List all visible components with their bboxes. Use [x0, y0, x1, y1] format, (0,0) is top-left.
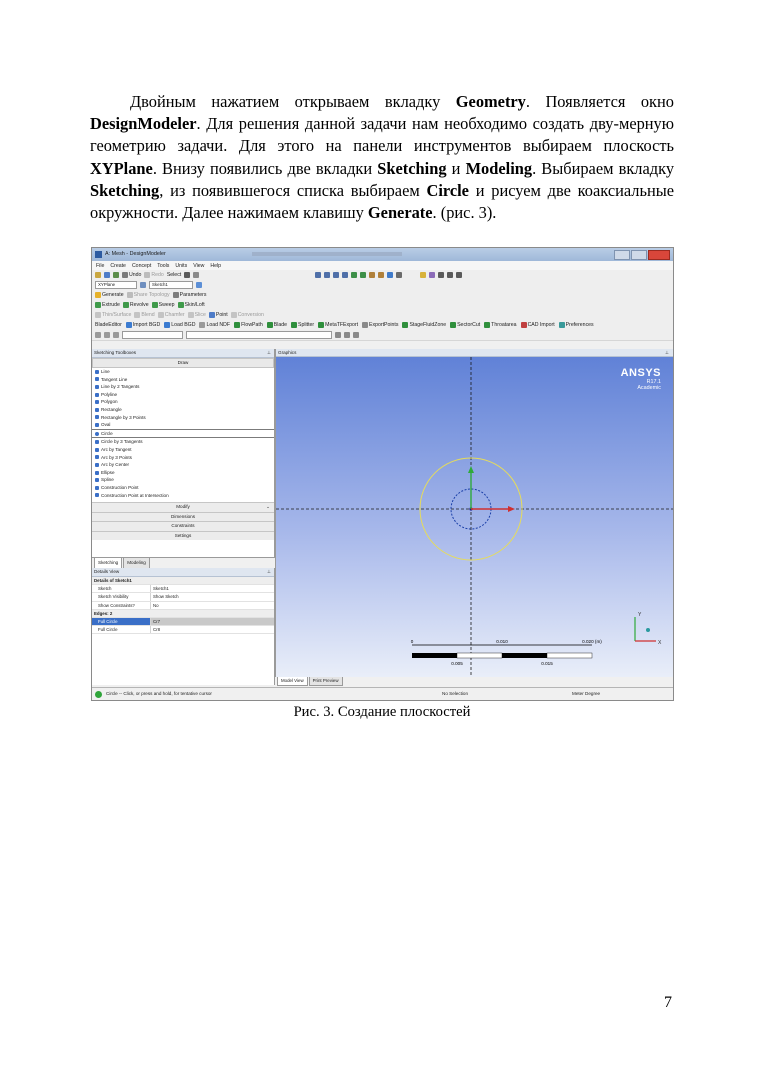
- redo-icon: [144, 272, 150, 278]
- tangent-line-icon: [95, 377, 99, 381]
- status-bar: [92, 687, 673, 701]
- flowpath-icon: [234, 322, 240, 328]
- previous-view-icon[interactable]: [369, 272, 375, 278]
- settings-group[interactable]: Settings: [92, 531, 274, 541]
- details-value: Cr8: [153, 627, 161, 633]
- metatfexport-icon: [318, 322, 324, 328]
- tool-arc-by-3-points-label: Arc by 3 Points: [101, 454, 132, 460]
- sweep-icon: [152, 302, 158, 308]
- blade-label: Blade: [273, 322, 288, 328]
- new-plane-icon[interactable]: [140, 282, 146, 288]
- splitter-label: Splitter: [298, 322, 315, 328]
- sectorcut-icon: [450, 322, 456, 328]
- tool-polygon[interactable]: [92, 398, 274, 406]
- tab-model-view[interactable]: Model View: [277, 677, 308, 686]
- tool-construction-point-intersection-label: Construction Point at Intersection: [101, 492, 169, 498]
- arc-tangent-icon: [95, 448, 99, 452]
- filter-select-1[interactable]: [122, 331, 183, 339]
- load-bgd-label: Load BGD: [171, 322, 196, 328]
- magnify-icon[interactable]: [360, 272, 366, 278]
- edges-section[interactable]: [92, 610, 274, 618]
- exportpoints-button[interactable]: [362, 322, 398, 328]
- details-title: Details View: [94, 569, 120, 574]
- tool-arc-by-tangent[interactable]: [92, 446, 274, 454]
- rotate-icon[interactable]: [315, 272, 321, 278]
- graphics-tabs: [275, 677, 674, 686]
- splitter-button[interactable]: [291, 322, 314, 328]
- app-icon: [95, 251, 102, 258]
- redo-label: Redo: [151, 272, 164, 278]
- extrude-button[interactable]: [95, 302, 120, 308]
- graphics-viewport[interactable]: [275, 349, 673, 677]
- ansys-edition: Academic: [637, 385, 661, 391]
- share-topology-button[interactable]: [127, 292, 170, 298]
- cad-import-button[interactable]: [521, 322, 555, 328]
- edges-section-label: Edges: 2: [94, 610, 113, 616]
- scale-block-4: [547, 653, 592, 658]
- close-button[interactable]: [648, 250, 670, 260]
- thin-surface-label: Thin/Surface: [102, 312, 132, 318]
- para-text-7: , из появившегося списка выбираем: [159, 180, 427, 200]
- sketching-toolbox: [92, 349, 275, 568]
- edge-filter-icon[interactable]: [113, 332, 119, 338]
- tool-ellipse[interactable]: [92, 469, 274, 477]
- designmodeler-screenshot: [91, 247, 674, 701]
- conversion-label: Conversion: [237, 312, 264, 318]
- tool-rectangle-by-3-points[interactable]: [92, 414, 274, 422]
- generate-button[interactable]: [95, 292, 124, 298]
- exportpoints-label: ExportPoints: [369, 322, 399, 328]
- tool-spline[interactable]: [92, 476, 274, 484]
- menu-create[interactable]: Create: [110, 262, 126, 269]
- para-text-2: . Появляется окно: [525, 92, 674, 111]
- polygon-icon: [95, 400, 99, 404]
- para-text-6: . Выбираем вкладку: [532, 158, 675, 178]
- para-text-4: . Внизу появились две вкладки: [152, 158, 378, 178]
- tool-construction-point-label: Construction Point: [101, 484, 139, 490]
- scale-label-010: 0.010: [496, 639, 508, 644]
- graphics-pin-icon[interactable]: ⊥: [664, 350, 669, 355]
- point-icon: [209, 312, 215, 318]
- details-value: Sketch1: [153, 586, 169, 592]
- extrude-label: Extrude: [102, 302, 120, 308]
- constraints-group[interactable]: Constraints: [92, 521, 274, 531]
- para-text-8: и рисуем две коаксиальные окружности. Далее нажимаем клавишу: [90, 180, 674, 223]
- details-pin-icon[interactable]: ⊥: [266, 569, 271, 574]
- triad-icon[interactable]: [353, 332, 359, 338]
- tab-modeling[interactable]: Modeling: [123, 558, 150, 569]
- pin-icon[interactable]: ⊥: [266, 350, 271, 355]
- x-arrow-head: [508, 506, 515, 512]
- import-bgd-icon: [126, 322, 132, 328]
- graphics-options-icon[interactable]: [429, 272, 435, 278]
- status-selection: No Selection: [442, 691, 469, 696]
- revolve-label: Revolve: [129, 302, 149, 308]
- tool-polyline-label: Polyline: [101, 391, 118, 397]
- tool-line-label: Line: [101, 369, 110, 374]
- select-label: Select: [166, 272, 182, 278]
- details-key: Full Circle: [92, 618, 151, 625]
- para-bold-geometry: Geometry: [455, 92, 526, 111]
- conversion-button[interactable]: [231, 312, 264, 318]
- slice-button[interactable]: [188, 312, 206, 318]
- blade-icon: [267, 322, 273, 328]
- menu-units[interactable]: Units: [175, 262, 188, 269]
- status-message: Circle -- Click, or press and hold, for tentative cursor: [106, 691, 212, 696]
- load-bgd-icon: [164, 322, 170, 328]
- sketch-canvas: [276, 349, 673, 677]
- load-ndf-button[interactable]: [199, 322, 230, 328]
- point-select-icon[interactable]: [184, 272, 190, 278]
- revolve-button[interactable]: [123, 302, 149, 308]
- sweep-button[interactable]: [152, 302, 175, 308]
- para-text-5: и: [446, 158, 466, 178]
- scale-label-015: 0.015: [541, 661, 553, 666]
- load-ndf-label: Load NDF: [206, 322, 231, 328]
- parameters-button[interactable]: [173, 292, 207, 298]
- maximize-button[interactable]: [631, 250, 647, 260]
- slice-label: Slice: [194, 312, 206, 318]
- flowpath-button[interactable]: [234, 322, 263, 328]
- tool-line-by-2-tangents-label: Line by 2 Tangents: [101, 384, 140, 390]
- tool-arc-by-center[interactable]: [92, 461, 274, 469]
- preferences-label: Preferences: [565, 322, 594, 328]
- redo-button[interactable]: [144, 272, 163, 278]
- tool-line-by-2-tangents[interactable]: [92, 383, 274, 391]
- sectorcut-label: SectorCut: [457, 322, 481, 328]
- oval-icon: [95, 423, 99, 427]
- throatarea-button[interactable]: [484, 322, 516, 328]
- zoom-icon[interactable]: [333, 272, 339, 278]
- conversion-icon: [231, 312, 237, 318]
- para-bold-circle: Circle: [426, 180, 469, 200]
- minimize-button[interactable]: [614, 250, 630, 260]
- tool-polyline[interactable]: [92, 391, 274, 399]
- window-title: A: Mesh - DesignModeler: [105, 251, 166, 257]
- face-filter-icon[interactable]: [104, 332, 110, 338]
- share-topology-icon: [127, 292, 133, 298]
- para-bold-modeling: Modeling: [465, 158, 533, 178]
- triad-z-dot: [646, 628, 650, 632]
- chamfer-button[interactable]: [158, 312, 185, 318]
- body-paragraph: [90, 91, 674, 224]
- tool-ellipse-label: Ellipse: [101, 469, 115, 475]
- skin-loft-icon: [178, 302, 184, 308]
- selection-filter-icon[interactable]: [95, 332, 101, 338]
- cad-import-icon: [521, 322, 527, 328]
- tool-circle-by-3-tangents-label: Circle by 3 Tangents: [101, 439, 143, 445]
- stagefluidzone-label: StageFluidZone: [409, 322, 447, 328]
- menu-file[interactable]: File: [96, 262, 105, 269]
- filter-select-2[interactable]: [186, 331, 332, 339]
- tool-circle-by-3-tangents[interactable]: [92, 438, 274, 446]
- construction-intersection-icon: [95, 493, 99, 497]
- next-view-icon[interactable]: [378, 272, 384, 278]
- modify-group[interactable]: [92, 502, 274, 512]
- menu-help[interactable]: Help: [210, 262, 222, 269]
- look-at-icon[interactable]: [335, 332, 341, 338]
- graphics-title: Graphics: [278, 350, 297, 355]
- para-text-3: . Для решения данной задачи нам необходимо создать дву-мерную геометрию задачи. Для этого на панели инструментов выбираем плоскость: [90, 114, 674, 156]
- tool-arc-by-center-label: Arc by Center: [101, 462, 130, 468]
- details-row-sketch[interactable]: [92, 585, 274, 593]
- details-value: Cr7: [151, 618, 274, 625]
- blend-icon: [134, 312, 140, 318]
- stagefluidzone-button[interactable]: [402, 322, 446, 328]
- isometric-icon[interactable]: [387, 272, 393, 278]
- details-key: Full Circle: [92, 626, 151, 633]
- line-icon: [95, 370, 99, 374]
- triad-x-label: X: [658, 640, 662, 646]
- details-section-label: Details of Sketch1: [94, 578, 132, 583]
- details-row-constraints[interactable]: [92, 602, 274, 610]
- menu-bar: [92, 261, 674, 270]
- view-options-icon[interactable]: [396, 272, 402, 278]
- para-text-1: Двойным нажатием открываем вкладку: [130, 92, 456, 111]
- import-bgd-button[interactable]: [126, 322, 160, 328]
- tool-rectangle[interactable]: [92, 406, 274, 414]
- construction-point-icon: [95, 486, 99, 490]
- circle-tangents-icon: [95, 440, 99, 444]
- title-blur: [252, 252, 402, 256]
- details-row-edge-1[interactable]: [92, 618, 274, 626]
- pan-icon[interactable]: [324, 272, 330, 278]
- blade-button[interactable]: [267, 322, 287, 328]
- tool-rectangle-by-3-points-label: Rectangle by 3 Points: [101, 414, 146, 420]
- share-topology-label: Share Topology: [133, 292, 170, 298]
- rectangle-icon: [95, 408, 99, 412]
- para-bold-sketching: Sketching: [377, 158, 447, 178]
- select-button[interactable]: [167, 272, 181, 278]
- para-text-9: . (рис. 3).: [432, 203, 497, 223]
- window-controls: [614, 250, 670, 260]
- preferences-icon: [559, 322, 565, 328]
- edge-select-icon[interactable]: [193, 272, 199, 278]
- draw-group-header[interactable]: Draw: [92, 358, 274, 368]
- flowpath-label: FlowPath: [241, 322, 263, 328]
- save-icon[interactable]: [104, 272, 110, 278]
- status-ok-icon: [95, 691, 102, 698]
- details-key: Sketch Visibility: [92, 593, 151, 600]
- cad-import-label: CAD Import: [527, 322, 555, 328]
- bladeeditor-button[interactable]: BladeEditor: [95, 322, 122, 328]
- chevron-down-icon: ⌄: [266, 504, 270, 510]
- details-key: Show Constraints?: [92, 602, 151, 609]
- display-icon[interactable]: [420, 272, 426, 278]
- tool-arc-by-3-points[interactable]: [92, 454, 274, 462]
- scale-label-005: 0.005: [451, 661, 463, 666]
- details-value: No: [153, 602, 159, 608]
- new-sketch-icon[interactable]: [196, 282, 202, 288]
- new-icon[interactable]: [95, 272, 101, 278]
- chamfer-icon: [158, 312, 164, 318]
- import-bgd-label: Import BGD: [132, 322, 161, 328]
- parameters-icon: [173, 292, 179, 298]
- arc-center-icon: [95, 463, 99, 467]
- para-bold-generate: Generate: [367, 203, 433, 223]
- ansys-brand: ANSYS: [620, 367, 661, 379]
- rectangle-3pt-icon: [95, 415, 99, 419]
- frame-display-icon[interactable]: [456, 272, 462, 278]
- generate-label: Generate: [102, 292, 124, 298]
- edge-display-icon[interactable]: [438, 272, 444, 278]
- para-bold-designmodeler: DesignModeler: [90, 114, 197, 134]
- vertex-display-icon[interactable]: [447, 272, 453, 278]
- window-titlebar: [92, 248, 673, 261]
- toolbox-title: Sketching Toolboxes: [94, 350, 137, 355]
- undo-label: Undo: [129, 272, 142, 278]
- thin-surface-button[interactable]: [95, 312, 131, 318]
- line-tangents-icon: [95, 385, 99, 389]
- menu-tools[interactable]: Tools: [157, 262, 170, 269]
- stagefluidzone-icon: [402, 322, 408, 328]
- triad-y-label: Y: [638, 612, 642, 618]
- zoom-fit-icon[interactable]: [351, 272, 357, 278]
- details-key: Sketch: [92, 585, 151, 592]
- skin-loft-button[interactable]: [178, 302, 205, 308]
- point-label: Point: [215, 312, 228, 318]
- ansys-version: R17.1: [646, 379, 661, 385]
- generate-icon: [95, 292, 101, 298]
- details-header: [92, 568, 274, 577]
- tool-oval-label: Oval: [101, 422, 111, 428]
- slice-icon: [188, 312, 194, 318]
- revolve-icon: [123, 302, 129, 308]
- details-row-visibility[interactable]: [92, 593, 274, 601]
- tool-polygon-label: Polygon: [101, 399, 118, 405]
- arc-3pt-icon: [95, 455, 99, 459]
- details-section[interactable]: [92, 577, 274, 585]
- modify-label: Modify: [176, 504, 190, 510]
- skin-loft-label: Skin/Loft: [184, 302, 205, 308]
- scale-block-1: [412, 653, 457, 658]
- menu-view[interactable]: View: [193, 262, 205, 269]
- circle-icon: [95, 432, 99, 436]
- metatfexport-label: MetaTFExport: [325, 322, 359, 328]
- parameters-label: Parameters: [179, 292, 207, 298]
- scale-block-3: [502, 653, 547, 658]
- thin-surface-icon: [95, 312, 101, 318]
- metatfexport-button[interactable]: [318, 322, 358, 328]
- toolbox-header: [92, 349, 274, 358]
- status-units: Meter Degree: [572, 691, 601, 696]
- tab-print-preview[interactable]: Print Preview: [309, 677, 343, 686]
- para-bold-xyplane: XYPlane: [90, 158, 153, 178]
- sectorcut-button[interactable]: [450, 322, 480, 328]
- ellipse-icon: [95, 471, 99, 475]
- details-view: [92, 568, 275, 685]
- splitter-icon: [291, 322, 297, 328]
- undo-button[interactable]: [122, 272, 141, 278]
- scale-label-0: 0: [410, 639, 414, 644]
- tab-sketching[interactable]: Sketching: [94, 558, 122, 569]
- chamfer-label: Chamfer: [164, 312, 185, 318]
- para-bold-sketching-2: Sketching: [90, 180, 160, 200]
- dimensions-group[interactable]: Dimensions: [92, 512, 274, 522]
- tool-circle-label: Circle: [101, 430, 113, 436]
- extrude-icon: [95, 302, 101, 308]
- figure-caption: Рис. 3. Создание плоскостей: [293, 704, 471, 720]
- tool-construction-point[interactable]: [92, 484, 274, 492]
- undo-icon: [122, 272, 128, 278]
- tool-tangent-line-label: Tangent Line: [101, 376, 128, 382]
- load-ndf-icon: [199, 322, 205, 328]
- tool-arc-by-tangent-label: Arc by Tangent: [101, 446, 132, 452]
- blend-button[interactable]: [134, 312, 154, 318]
- sketch-select[interactable]: Sketch1: [149, 281, 193, 289]
- blend-label: Blend: [141, 312, 155, 318]
- menu-concept[interactable]: Concept: [131, 262, 152, 269]
- tool-tangent-line[interactable]: [92, 376, 274, 384]
- tool-oval[interactable]: [92, 421, 274, 429]
- scale-label-020: 0.020 (m): [582, 639, 602, 644]
- load-bgd-button[interactable]: [164, 322, 195, 328]
- toolbar-row-7: [92, 330, 674, 341]
- tool-rectangle-label: Rectangle: [101, 406, 122, 412]
- plane-select[interactable]: XYPlane: [95, 281, 137, 289]
- export-icon[interactable]: [113, 272, 119, 278]
- box-zoom-icon[interactable]: [342, 272, 348, 278]
- polyline-icon: [95, 393, 99, 397]
- spline-icon: [95, 478, 99, 482]
- ruler-icon[interactable]: [344, 332, 350, 338]
- tool-circle[interactable]: [92, 429, 274, 439]
- point-button[interactable]: [209, 312, 228, 318]
- details-row-edge-2[interactable]: [92, 626, 274, 634]
- throatarea-icon: [484, 322, 490, 328]
- preferences-button[interactable]: [559, 322, 594, 328]
- tool-construction-point-intersection[interactable]: [92, 492, 274, 500]
- exportpoints-icon: [362, 322, 368, 328]
- sweep-label: Sweep: [158, 302, 175, 308]
- throatarea-label: Throatarea: [491, 322, 517, 328]
- scale-block-2: [457, 653, 502, 658]
- tool-line[interactable]: [92, 368, 274, 376]
- page-number: 7: [664, 994, 672, 1011]
- details-value: Show Sketch: [153, 594, 179, 600]
- y-arrow-head: [468, 466, 474, 473]
- tool-spline-label: Spline: [101, 477, 114, 483]
